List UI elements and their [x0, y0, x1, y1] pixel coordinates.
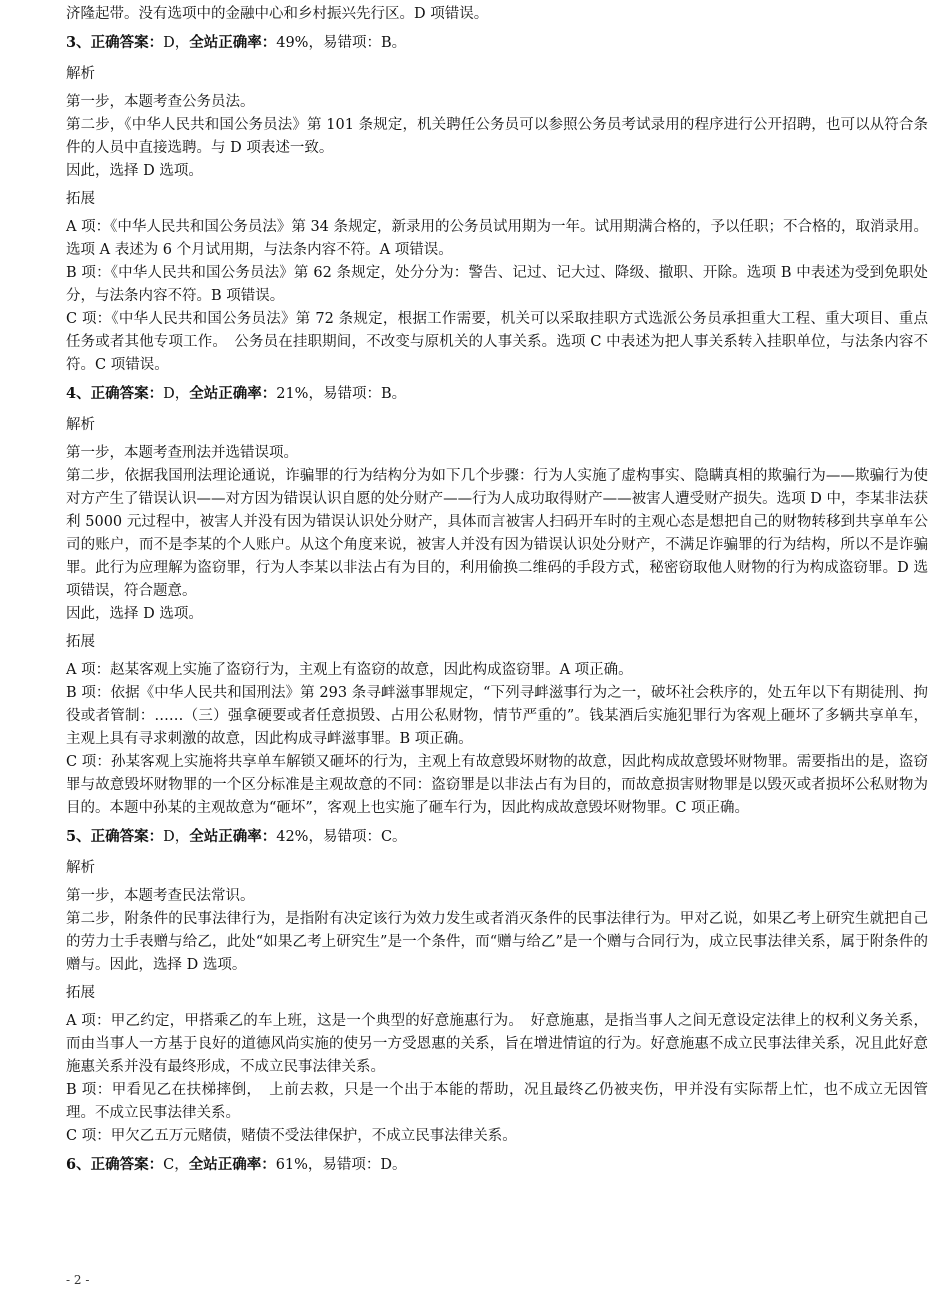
question-number: 3、 [66, 34, 91, 51]
question-4 [66, 382, 928, 820]
extension-paragraph: C 项：甲欠乙五万元赌债，赌债不受法律保护，不成立民事法律关系。 [66, 1128, 517, 1144]
analysis-paragraph: 第二步，《中华人民共和国公务员法》第 101 条规定，机关聘任公务员可以参照公务员考试录用的程序进行公开招聘，也可以从符合条件的人员中直接选聘。与 D 项表述一致。 [66, 117, 928, 156]
analysis-paragraph: 第二步，附条件的民事法律行为，是指附有决定该行为效力发生或者消灭条件的民事法律行为。甲对乙说，如果乙考上研究生就把自己的劳力士手表赠与给乙，此处“如果乙考上研究生”是一个条件，而“赠与给乙”是一个赠与合同行为，成立民事法律关系，属于附条件的赠与。因此，选择 D 选项。 [66, 911, 928, 973]
extension-heading: 拓展 [66, 985, 95, 1001]
accuracy-label: 全站正确率： [189, 34, 277, 51]
accuracy-value: 42%，易错项：C。 [276, 829, 407, 845]
extension-paragraph: B 项：依据《中华人民共和国刑法》第 293 条寻衅滋事罪规定，“下列寻衅滋事行为之一，破坏社会秩序的，处五年以下有期徒刑、拘役或者管制：……（三）强拿硬要或者任意损毁、占用公私财物，情节严重的”。钱某酒后实施犯罪行为客观上砸坏了多辆共享单车，主观上具有寻求刺激的故意，因此构成寻衅滋事罪。B 项正确。 [66, 685, 928, 747]
analysis-heading: 解析 [66, 860, 95, 876]
extension-heading: 拓展 [66, 191, 95, 207]
analysis-paragraph: 第一步，本题考查公务员法。 [66, 94, 255, 110]
analysis-paragraph: 因此，选择 D 选项。 [66, 163, 203, 179]
answer-line [66, 1153, 928, 1177]
correct-answer-label: 正确答案： [90, 1156, 164, 1173]
accuracy-value: 49%，易错项：B。 [276, 35, 407, 51]
answer-line [66, 382, 928, 406]
accuracy-label: 全站正确率： [189, 385, 277, 402]
question-number: 4、 [66, 385, 91, 402]
analysis-heading: 解析 [66, 66, 95, 82]
question-3 [66, 31, 928, 377]
page-number: - 2 - [66, 1273, 90, 1287]
correct-answer-label: 正确答案： [90, 828, 164, 845]
correct-answer-label: 正确答案： [90, 34, 164, 51]
extension-paragraph: A 项：《中华人民共和国公务员法》第 34 条规定，新录用的公务员试用期为一年。试用期满合格的，予以任职；不合格的，取消录用。选项 A 表述为 6 个月试用期，与法条内容不符。A 项错误。 [66, 219, 928, 258]
accuracy-value: 61%，易错项：D。 [275, 1157, 407, 1173]
analysis-paragraph: 因此，选择 D 选项。 [66, 606, 203, 622]
answer-line [66, 825, 928, 849]
correct-answer-value: C， [163, 1157, 189, 1173]
intro-line: 济隆起带。没有选项中的金融中心和乡村振兴先行区。D 项错误。 [66, 6, 489, 22]
analysis-heading: 解析 [66, 417, 95, 433]
extension-paragraph: C 项：《中华人民共和国公务员法》第 72 条规定，根据工作需要，机关可以采取挂职方式选派公务员承担重大工程、重大项目、重点任务或者其他专项工作。 公务员在挂职期间，不改变与原机关的人事关系。选项 C 中表述为把人事关系转入挂职单位，与法条内容不符。C 项错误。 [66, 311, 928, 373]
analysis-paragraph: 第一步，本题考查民法常识。 [66, 888, 255, 904]
accuracy-label: 全站正确率： [189, 828, 277, 845]
question-number: 6、 [66, 1156, 91, 1173]
correct-answer-label: 正确答案： [90, 385, 164, 402]
extension-heading: 拓展 [66, 634, 95, 650]
correct-answer-value: D， [163, 386, 190, 402]
correct-answer-value: D， [163, 35, 190, 51]
accuracy-value: 21%，易错项：B。 [276, 386, 407, 402]
analysis-paragraph: 第一步，本题考查刑法并选错误项。 [66, 445, 298, 461]
answer-line [66, 31, 928, 55]
question-number: 5、 [66, 828, 91, 845]
accuracy-label: 全站正确率： [188, 1156, 276, 1173]
question-5 [66, 825, 928, 1148]
extension-paragraph: A 项：赵某客观上实施了盗窃行为，主观上有盗窃的故意，因此构成盗窃罪。A 项正确。 [66, 662, 633, 678]
extension-paragraph: B 项：甲看见乙在扶梯摔倒， 上前去救，只是一个出于本能的帮助，况且最终乙仍被夹伤，甲并没有实际帮上忙，也不成立无因管理。不成立民事法律关系。 [66, 1082, 928, 1121]
extension-paragraph: A 项：甲乙约定，甲搭乘乙的车上班，这是一个典型的好意施惠行为。 好意施惠，是指当事人之间无意设定法律上的权利义务关系，而由当事人一方基于良好的道德风尚实施的使另一方受恩惠的关系，旨在增进情谊的行为。好意施惠不成立民事法律关系，况且此好意施惠关系并没有最终形成，不成立民事法律关系。 [66, 1013, 928, 1075]
correct-answer-value: D， [163, 829, 190, 845]
analysis-paragraph: 第二步，依据我国刑法理论通说，诈骗罪的行为结构分为如下几个步骤：行为人实施了虚构事实、隐瞒真相的欺骗行为——欺骗行为使对方产生了错误认识——对方因为错误认识自愿的处分财产——行为人成功取得财产——被害人遭受财产损失。选项 D 中，李某非法获利 5000 元过程中，被害人并没有因为错误认识处分财产，具体而言被害人扫码开车时的主观心态是想把自己的财物转移到共享单车公司的账户，而不是李某的个人账户。从这个角度来说，被害人并没有因为错误认识处分财产，不满足诈骗罪的行为结构，所以不是诈骗罪。此行为应理解为盗窃罪，行为人李某以非法占有为目的，利用偷换二维码的手段方式，秘密窃取他人财物的行为构成盗窃罪。D 选项错误，符合题意。 [66, 468, 928, 599]
extension-paragraph: B 项：《中华人民共和国公务员法》第 62 条规定，处分分为：警告、记过、记大过、降级、撤职、开除。选项 B 中表述为受到免职处分，与法条内容不符。B 项错误。 [66, 265, 928, 304]
extension-paragraph: C 项：孙某客观上实施将共享单车解锁又砸坏的行为，主观上有故意毁坏财物的故意，因此构成故意毁坏财物罪。需要指出的是，盗窃罪与故意毁坏财物罪的一个区分标准是主观故意的不同：盗窃罪是以非法占有为目的，而故意损害财物罪是以毁灭或者损坏公私财物为目的。本题中孙某的主观故意为“砸坏”，客观上也实施了砸车行为，因此构成故意毁坏财物罪。C 项正确。 [66, 754, 928, 816]
